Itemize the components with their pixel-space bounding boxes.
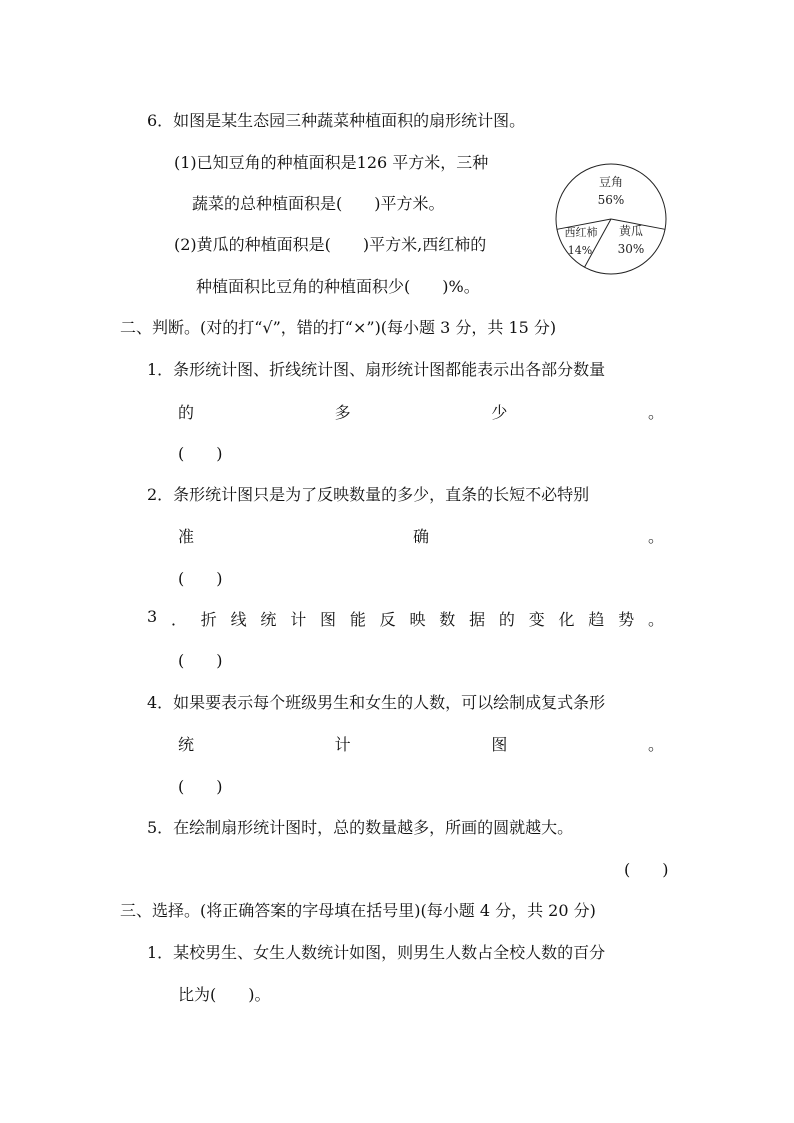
s2-q3-char: 。 [647,610,664,629]
q6-stem: 6．如图是某生态园三种蔬菜种植面积的扇形统计图。 [147,111,526,130]
s2-q4-char: 计 [334,735,351,754]
s2-q3-answer-paren[interactable]: ( ) [178,651,223,670]
s2-q3-char: 数 [439,610,456,629]
s2-q2-answer-paren[interactable]: ( ) [178,569,223,588]
q6-part2-line2: 种植面积比豆角的种植面积少( )%。 [196,277,480,296]
s2-q3-char: 图 [320,610,337,629]
s2-q4-answer-paren[interactable]: ( ) [178,777,223,796]
s2-q4-line2 [178,732,664,755]
pie-value-doujiao: 56% [597,193,625,207]
s2-q3-char: 据 [469,610,486,629]
s2-q3-char: 趋 [588,610,605,629]
s2-q4-char: 。 [647,735,664,754]
q6-part2-line1: (2)黄瓜的种植面积是( )平方米,西红柿的 [174,235,487,254]
pie-label-xihongshi: 西红柿 [564,226,598,239]
q6-part1-line2: 蔬菜的总种植面积是( )平方米。 [192,194,445,213]
s2-q3-char: 势 [618,610,635,629]
s2-q3-char: 3 [147,607,158,626]
s2-q1-line1: 1．条形统计图、折线统计图、扇形统计图都能表示出各部分数量 [147,360,606,379]
vegetable-pie-chart [553,163,671,275]
q6-part1-line1: (1)已知豆角的种植面积是126 平方米，三种 [174,153,489,172]
s2-q2-char: 。 [647,527,664,546]
s2-q2-line2 [178,524,664,547]
pie-label-huanggua: 黄瓜 [618,224,644,238]
s2-q2-char: 准 [178,527,195,546]
s2-q3-char: 统 [260,610,277,629]
s3-q1-line1: 1．某校男生、女生人数统计如图，则男生人数占全校人数的百分 [147,943,606,962]
s2-q2-line1: 2．条形统计图只是为了反映数量的多少，直条的长短不必特别 [147,485,590,504]
s2-q1-char: 多 [334,403,351,422]
s2-q3-char: 折 [200,610,217,629]
section3-header: 三、选择。(将正确答案的字母填在括号里)(每小题 4 分，共 20 分) [120,901,596,920]
s2-q3-char: 映 [409,610,426,629]
s2-q3-char: 线 [230,610,247,629]
s2-q3-char: 化 [558,610,575,629]
s2-q5-answer-paren[interactable]: ( ) [624,860,669,879]
s2-q3-char: 变 [528,610,545,629]
s2-q3-char: 计 [290,610,307,629]
s3-q1-line2: 比为( )。 [178,985,271,1004]
s2-q4-char: 统 [178,735,195,754]
pie-value-huanggua: 30% [617,242,645,256]
s2-q3-char: 能 [349,610,366,629]
section2-header: 二、判断。(对的打“√”，错的打“×”)(每小题 3 分，共 15 分) [120,318,557,337]
s2-q4-char: 图 [491,735,508,754]
s2-q2-char: 确 [412,527,429,546]
s2-q4-line1: 4．如果要表示每个班级男生和女生的人数，可以绘制成复式条形 [147,693,606,712]
s2-q3-char: 反 [379,610,396,629]
s2-q5-line1: 5．在绘制扇形统计图时，总的数量越多，所画的圆就越大。 [147,818,574,837]
s2-q3-line1 [147,607,664,630]
s2-q1-char: 少 [491,403,508,422]
s2-q1-answer-paren[interactable]: ( ) [178,444,223,463]
s2-q3-char: 的 [498,610,515,629]
s2-q1-char: 。 [647,403,664,422]
s2-q1-char: 的 [178,403,195,422]
pie-label-doujiao: 豆角 [598,175,624,189]
s2-q1-line2 [178,400,664,423]
pie-value-xihongshi: 14% [567,244,593,257]
s2-q3-char: ． [170,610,187,629]
